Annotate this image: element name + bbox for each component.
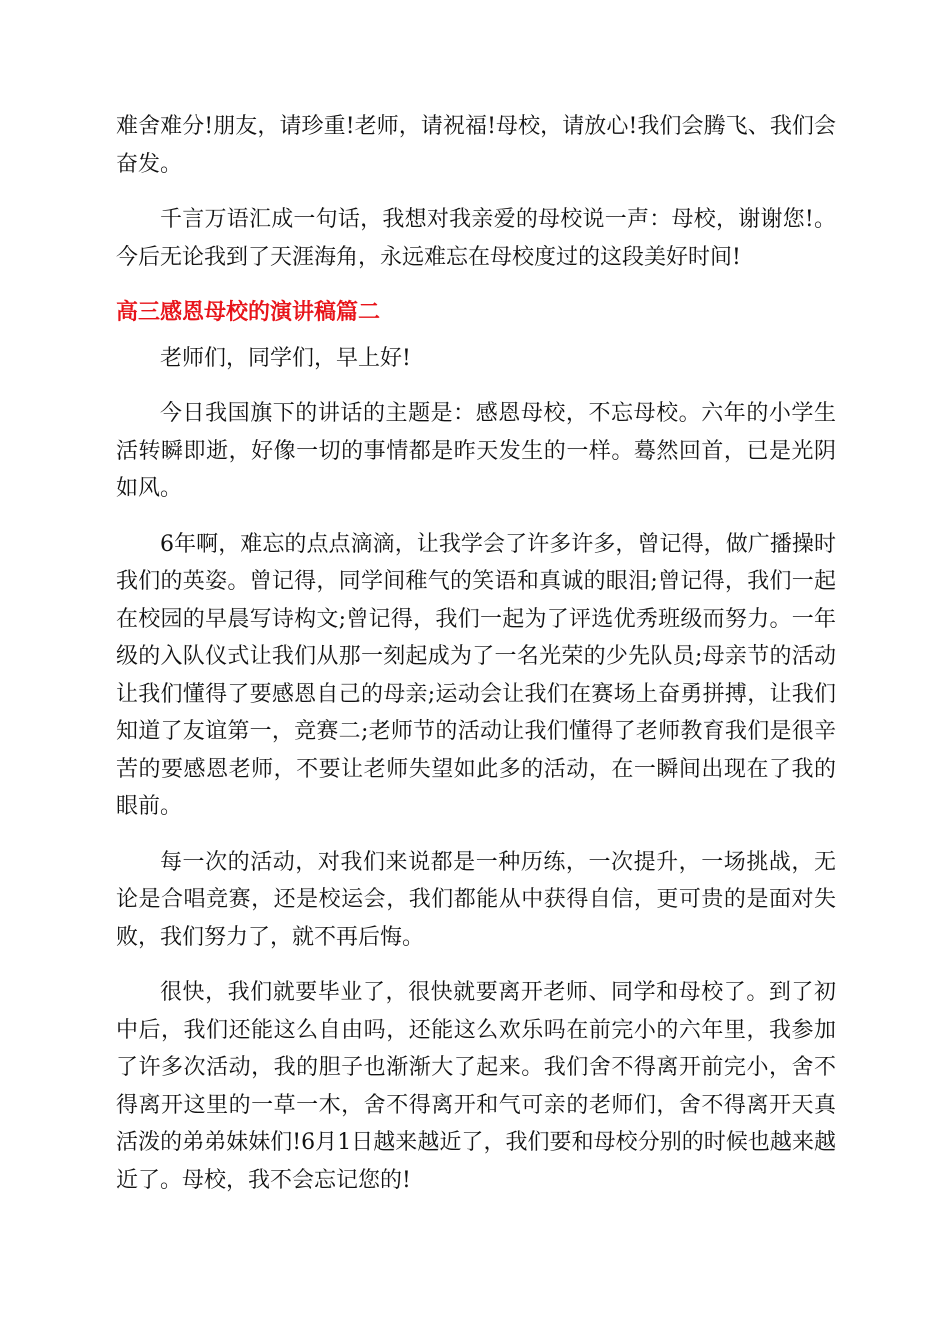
paragraph-1: 难舍难分!朋友，请珍重!老师，请祝福!母校，请放心!我们会腾飞、我们会奋发。: [116, 114, 836, 177]
paragraph-theme: 今日我国旗下的讲话的主题是：感恩母校，不忘母校。六年的小学生活转瞬即逝，好像一切的事情都是昨天发生的一样。蓦然回首，已是光阴如风。: [116, 401, 836, 501]
paragraph-graduation: 很快，我们就要毕业了，很快就要离开老师、同学和母校了。到了初中后，我们还能这么自由吗，还能这么欢乐吗在前完小的六年里，我参加了许多次活动，我的胆子也渐渐大了起来。我们舍不得离开前完小，舍不得离开这里的一草一木，舍不得离开和气可亲的老师们，舍不得离开天真活泼的弟弟妹妹们!6月1日越来越近了，我们要和母校分别的时候也越来越近了。母校，我不会忘记您的!: [116, 980, 836, 1193]
paragraph-greeting: 老师们，同学们，早上好!: [160, 345, 411, 371]
document-body: [116, 108, 836, 1217]
paragraph-2: 千言万语汇成一句话，我想对我亲爱的母校说一声：母校，谢谢您!。今后无论我到了天涯海角，永远难忘在母校度过的这段美好时间!: [116, 207, 836, 270]
paragraph-activities: 每一次的活动，对我们来说都是一种历练，一次提升，一场挑战，无论是合唱竞赛，还是校运会，我们都能从中获得自信，更可贵的是面对失败，我们努力了，就不再后悔。: [116, 849, 836, 950]
paragraph-memories: 6年啊，难忘的点点滴滴，让我学会了许多许多，曾记得，做广播操时我们的英姿。曾记得，同学间稚气的笑语和真诚的眼泪;曾记得，我们一起在校园的早晨写诗构文;曾记得，我们一起为了评选优秀班级而努力。一年级的入队仪式让我们从那一刻起成为了一名光荣的少先队员;母亲节的活动让我们懂得了要感恩自己的母亲;运动会让我们在赛场上奋勇拼搏，让我们知道了友谊第一，竞赛二;老师节的活动让我们懂得了老师教育我们是很辛苦的要感恩老师，不要让老师失望如此多的活动，在一瞬间出现在了我的眼前。: [116, 531, 836, 819]
section-heading: 高三感恩母校的演讲稿篇二: [116, 300, 381, 325]
